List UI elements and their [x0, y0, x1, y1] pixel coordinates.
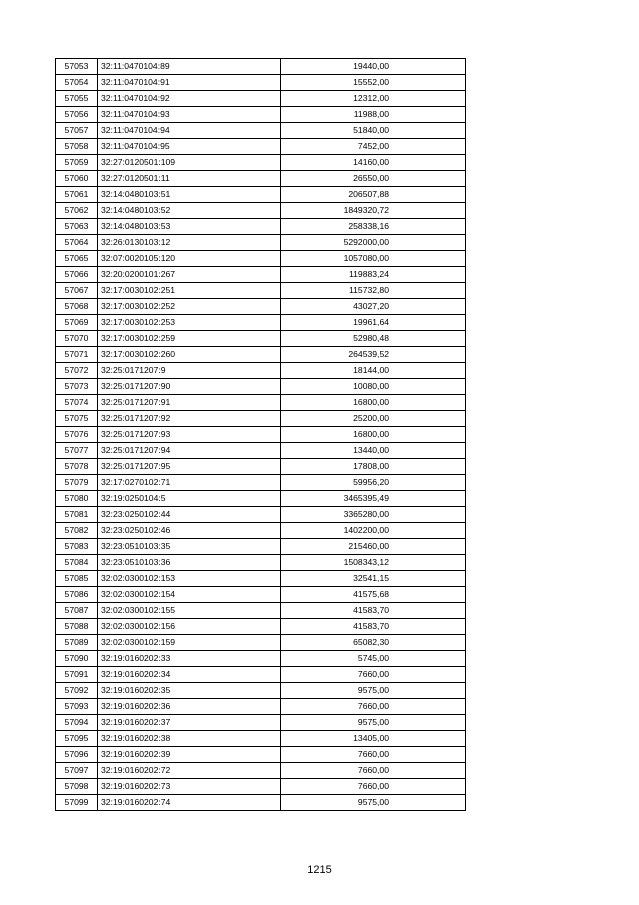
cadastral-number-cell: 32:17:0030102:253	[98, 315, 281, 331]
value-cell: 12312,00	[281, 91, 466, 107]
row-number-cell: 57095	[56, 731, 98, 747]
cadastral-number-cell: 32:02:0300102:156	[98, 619, 281, 635]
page-number: 1215	[307, 864, 332, 876]
value-cell: 41575,68	[281, 587, 466, 603]
table-row	[56, 587, 466, 603]
row-number-cell: 57094	[56, 715, 98, 731]
table-row	[56, 139, 466, 155]
value-cell: 1849320,72	[281, 203, 466, 219]
cadastral-number-cell: 32:23:0250102:44	[98, 507, 281, 523]
row-number-cell: 57062	[56, 203, 98, 219]
cadastral-number-cell: 32:14:0480103:52	[98, 203, 281, 219]
value-cell: 13440,00	[281, 443, 466, 459]
table-row	[56, 619, 466, 635]
value-cell: 7660,00	[281, 779, 466, 795]
row-number-cell: 57080	[56, 491, 98, 507]
cadastral-number-cell: 32:27:0120501:109	[98, 155, 281, 171]
row-number-cell: 57068	[56, 299, 98, 315]
table-row	[56, 75, 466, 91]
table-row	[56, 155, 466, 171]
row-number-cell: 57077	[56, 443, 98, 459]
value-cell: 3465395,49	[281, 491, 466, 507]
cadastral-number-cell: 32:25:0171207:92	[98, 411, 281, 427]
value-cell: 1057080,00	[281, 251, 466, 267]
cadastral-number-cell: 32:11:0470104:92	[98, 91, 281, 107]
cadastral-number-cell: 32:11:0470104:89	[98, 59, 281, 75]
value-cell: 16800,00	[281, 427, 466, 443]
value-cell: 7660,00	[281, 747, 466, 763]
row-number-cell: 57055	[56, 91, 98, 107]
row-number-cell: 57071	[56, 347, 98, 363]
value-cell: 206507,88	[281, 187, 466, 203]
value-cell: 215460,00	[281, 539, 466, 555]
row-number-cell: 57088	[56, 619, 98, 635]
table-row	[56, 379, 466, 395]
value-cell: 19440,00	[281, 59, 466, 75]
row-number-cell: 57096	[56, 747, 98, 763]
value-cell: 1402200,00	[281, 523, 466, 539]
table-row	[56, 235, 466, 251]
cadastral-number-cell: 32:25:0171207:94	[98, 443, 281, 459]
ledger-table-body	[56, 59, 466, 811]
value-cell: 41583,70	[281, 603, 466, 619]
table-row	[56, 59, 466, 75]
cadastral-number-cell: 32:14:0480103:51	[98, 187, 281, 203]
value-cell: 7660,00	[281, 699, 466, 715]
value-cell: 7660,00	[281, 763, 466, 779]
cadastral-number-cell: 32:11:0470104:93	[98, 107, 281, 123]
value-cell: 3365280,00	[281, 507, 466, 523]
table-row	[56, 123, 466, 139]
value-cell: 25200,00	[281, 411, 466, 427]
row-number-cell: 57092	[56, 683, 98, 699]
table-row	[56, 795, 466, 811]
table-row	[56, 331, 466, 347]
row-number-cell: 57069	[56, 315, 98, 331]
row-number-cell: 57065	[56, 251, 98, 267]
cadastral-number-cell: 32:25:0171207:95	[98, 459, 281, 475]
table-row	[56, 443, 466, 459]
value-cell: 10080,00	[281, 379, 466, 395]
cadastral-number-cell: 32:25:0171207:91	[98, 395, 281, 411]
table-row	[56, 427, 466, 443]
cadastral-number-cell: 32:25:0171207:93	[98, 427, 281, 443]
row-number-cell: 57066	[56, 267, 98, 283]
cadastral-number-cell: 32:19:0160202:37	[98, 715, 281, 731]
cadastral-number-cell: 32:19:0160202:36	[98, 699, 281, 715]
value-cell: 16800,00	[281, 395, 466, 411]
cadastral-number-cell: 32:23:0510103:35	[98, 539, 281, 555]
cadastral-number-cell: 32:11:0470104:91	[98, 75, 281, 91]
row-number-cell: 57091	[56, 667, 98, 683]
table-row	[56, 539, 466, 555]
table-row	[56, 219, 466, 235]
value-cell: 258338,16	[281, 219, 466, 235]
value-cell: 52980,48	[281, 331, 466, 347]
ledger-table	[55, 58, 466, 811]
table-row	[56, 555, 466, 571]
cadastral-number-cell: 32:23:0510103:36	[98, 555, 281, 571]
table-row	[56, 491, 466, 507]
cadastral-number-cell: 32:17:0270102:71	[98, 475, 281, 491]
cadastral-number-cell: 32:26:0130103:12	[98, 235, 281, 251]
row-number-cell: 57070	[56, 331, 98, 347]
table-row	[56, 299, 466, 315]
value-cell: 13405,00	[281, 731, 466, 747]
value-cell: 59956,20	[281, 475, 466, 491]
table-row	[56, 283, 466, 299]
table-row	[56, 779, 466, 795]
table-row	[56, 651, 466, 667]
cadastral-number-cell: 32:11:0470104:95	[98, 139, 281, 155]
row-number-cell: 57074	[56, 395, 98, 411]
row-number-cell: 57086	[56, 587, 98, 603]
cadastral-number-cell: 32:19:0160202:38	[98, 731, 281, 747]
value-cell: 11988,00	[281, 107, 466, 123]
table-row	[56, 315, 466, 331]
cadastral-number-cell: 32:17:0030102:252	[98, 299, 281, 315]
table-row	[56, 107, 466, 123]
value-cell: 9575,00	[281, 795, 466, 811]
row-number-cell: 57090	[56, 651, 98, 667]
table-row	[56, 523, 466, 539]
value-cell: 5292000,00	[281, 235, 466, 251]
row-number-cell: 57059	[56, 155, 98, 171]
cadastral-number-cell: 32:17:0030102:251	[98, 283, 281, 299]
table-row	[56, 603, 466, 619]
cadastral-number-cell: 32:19:0160202:74	[98, 795, 281, 811]
row-number-cell: 57076	[56, 427, 98, 443]
table-row	[56, 347, 466, 363]
value-cell: 32541,15	[281, 571, 466, 587]
cadastral-number-cell: 32:07:0020105:120	[98, 251, 281, 267]
cadastral-number-cell: 32:14:0480103:53	[98, 219, 281, 235]
table-row	[56, 747, 466, 763]
value-cell: 7660,00	[281, 667, 466, 683]
value-cell: 5745,00	[281, 651, 466, 667]
cadastral-number-cell: 32:19:0160202:34	[98, 667, 281, 683]
table-row	[56, 683, 466, 699]
row-number-cell: 57063	[56, 219, 98, 235]
cadastral-number-cell: 32:19:0160202:33	[98, 651, 281, 667]
cadastral-number-cell: 32:19:0160202:72	[98, 763, 281, 779]
cadastral-number-cell: 32:17:0030102:259	[98, 331, 281, 347]
row-number-cell: 57093	[56, 699, 98, 715]
row-number-cell: 57084	[56, 555, 98, 571]
value-cell: 43027,20	[281, 299, 466, 315]
row-number-cell: 57083	[56, 539, 98, 555]
table-row	[56, 411, 466, 427]
value-cell: 17808,00	[281, 459, 466, 475]
table-row	[56, 507, 466, 523]
row-number-cell: 57085	[56, 571, 98, 587]
value-cell: 41583,70	[281, 619, 466, 635]
row-number-cell: 57061	[56, 187, 98, 203]
cadastral-number-cell: 32:02:0300102:159	[98, 635, 281, 651]
row-number-cell: 57072	[56, 363, 98, 379]
cadastral-number-cell: 32:02:0300102:155	[98, 603, 281, 619]
value-cell: 65082,30	[281, 635, 466, 651]
cadastral-number-cell: 32:19:0160202:35	[98, 683, 281, 699]
value-cell: 264539,52	[281, 347, 466, 363]
cadastral-number-cell: 32:27:0120501:11	[98, 171, 281, 187]
table-row	[56, 475, 466, 491]
value-cell: 15552,00	[281, 75, 466, 91]
value-cell: 119883,24	[281, 267, 466, 283]
table-row	[56, 395, 466, 411]
value-cell: 7452,00	[281, 139, 466, 155]
table-row	[56, 267, 466, 283]
table-row	[56, 699, 466, 715]
cadastral-number-cell: 32:17:0030102:260	[98, 347, 281, 363]
cadastral-number-cell: 32:19:0250104:5	[98, 491, 281, 507]
table-row	[56, 459, 466, 475]
value-cell: 51840,00	[281, 123, 466, 139]
row-number-cell: 57075	[56, 411, 98, 427]
row-number-cell: 57073	[56, 379, 98, 395]
value-cell: 9575,00	[281, 683, 466, 699]
row-number-cell: 57099	[56, 795, 98, 811]
cadastral-number-cell: 32:23:0250102:46	[98, 523, 281, 539]
value-cell: 18144,00	[281, 363, 466, 379]
table-row	[56, 187, 466, 203]
row-number-cell: 57053	[56, 59, 98, 75]
row-number-cell: 57081	[56, 507, 98, 523]
row-number-cell: 57056	[56, 107, 98, 123]
cadastral-number-cell: 32:11:0470104:94	[98, 123, 281, 139]
value-cell: 14160,00	[281, 155, 466, 171]
table-row	[56, 571, 466, 587]
cadastral-number-cell: 32:20:0200101:267	[98, 267, 281, 283]
row-number-cell: 57097	[56, 763, 98, 779]
row-number-cell: 57087	[56, 603, 98, 619]
table-row	[56, 763, 466, 779]
row-number-cell: 57082	[56, 523, 98, 539]
table-row	[56, 91, 466, 107]
cadastral-number-cell: 32:02:0300102:154	[98, 587, 281, 603]
table-row	[56, 363, 466, 379]
cadastral-number-cell: 32:19:0160202:39	[98, 747, 281, 763]
cadastral-number-cell: 32:25:0171207:90	[98, 379, 281, 395]
value-cell: 19961,64	[281, 315, 466, 331]
table-row	[56, 635, 466, 651]
row-number-cell: 57098	[56, 779, 98, 795]
value-cell: 1508343,12	[281, 555, 466, 571]
row-number-cell: 57057	[56, 123, 98, 139]
row-number-cell: 57067	[56, 283, 98, 299]
row-number-cell: 57060	[56, 171, 98, 187]
table-row	[56, 667, 466, 683]
row-number-cell: 57058	[56, 139, 98, 155]
table-row	[56, 731, 466, 747]
row-number-cell: 57064	[56, 235, 98, 251]
row-number-cell: 57078	[56, 459, 98, 475]
value-cell: 9575,00	[281, 715, 466, 731]
row-number-cell: 57079	[56, 475, 98, 491]
row-number-cell: 57054	[56, 75, 98, 91]
table-row	[56, 203, 466, 219]
cadastral-number-cell: 32:25:0171207:9	[98, 363, 281, 379]
cadastral-number-cell: 32:19:0160202:73	[98, 779, 281, 795]
value-cell: 26550,00	[281, 171, 466, 187]
table-row	[56, 715, 466, 731]
row-number-cell: 57089	[56, 635, 98, 651]
cadastral-number-cell: 32:02:0300102:153	[98, 571, 281, 587]
table-row	[56, 251, 466, 267]
table-row	[56, 171, 466, 187]
value-cell: 115732,80	[281, 283, 466, 299]
